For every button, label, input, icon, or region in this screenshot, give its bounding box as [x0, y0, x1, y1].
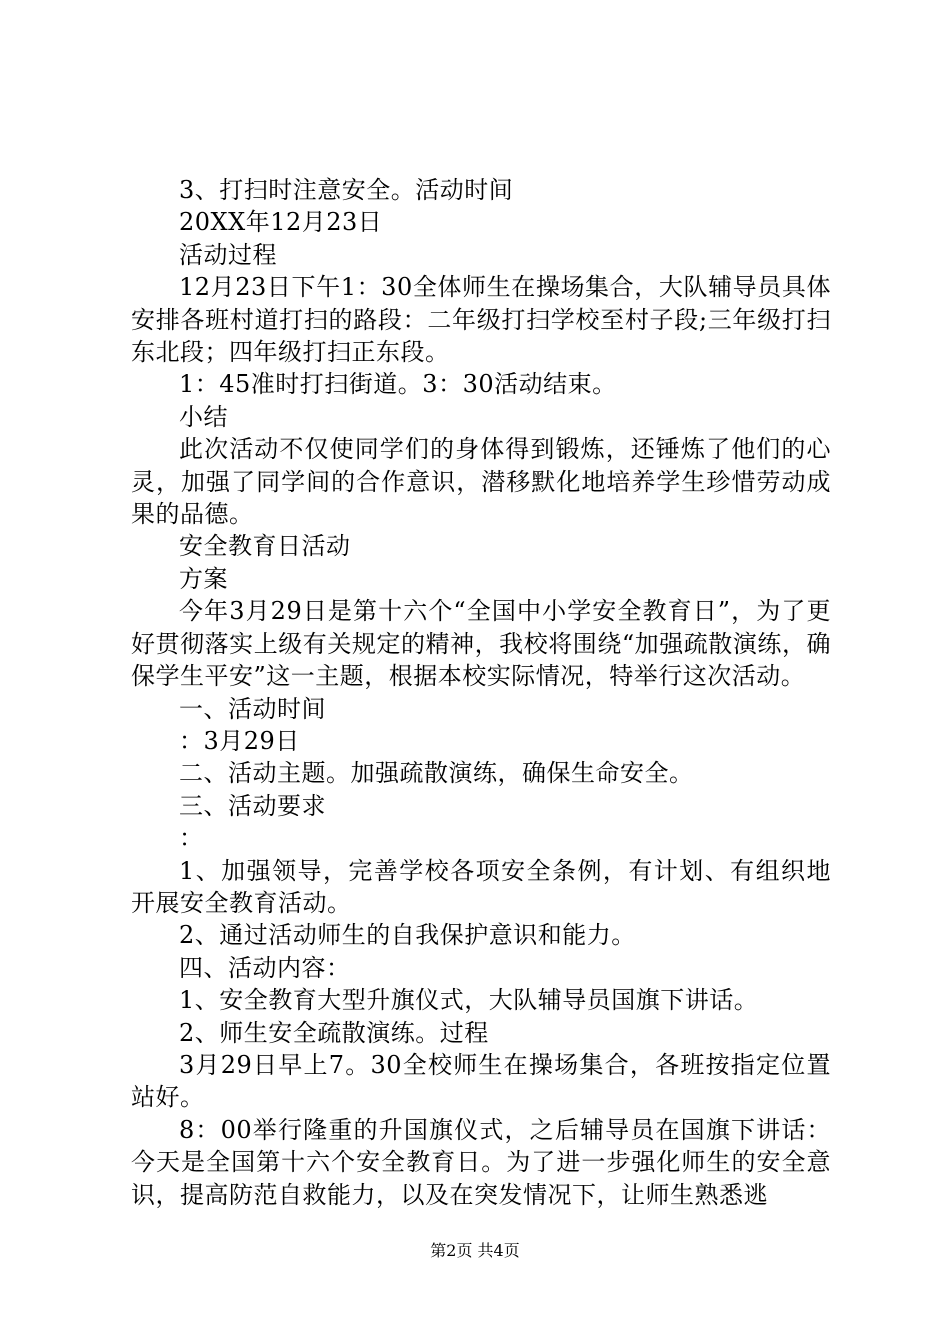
paragraph: 方案	[179, 564, 228, 593]
paragraph: 3月29日早上7。30全校师生在操场集合，各班按指定位置站好。	[131, 1050, 831, 1112]
paragraph: 3、打扫时注意安全。活动时间	[179, 176, 514, 204]
paragraph: 2、通过活动师生的自我保护意识和能力。	[179, 921, 636, 950]
paragraph: ：3月29日	[179, 726, 300, 755]
page-footer	[0, 1241, 950, 1261]
paragraph: 四、活动内容：	[179, 953, 351, 982]
paragraph: 此次活动不仅使同学们的身体得到锻炼，还锤炼了他们的心灵，加强了同学间的合作意识，潜移默化地培养学生珍惜劳动成果的品德。	[131, 435, 831, 529]
paragraph: ：	[179, 824, 204, 853]
document-body	[131, 174, 831, 1211]
page-number-label: 第2页 共4页	[430, 1241, 520, 1260]
paragraph: 今年3月29日是第十六个“全国中小学安全教育日”，为了更好贯彻落实上级有关规定的精神，我校将围绕“加强疏散演练，确保学生平安”这一主题，根据本校实际情况，特举行这次活动。	[131, 597, 831, 691]
paragraph: 小结	[179, 402, 228, 431]
paragraph: 安全教育日活动	[179, 532, 351, 561]
paragraph: 2、师生安全疏散演练。过程	[179, 1018, 489, 1047]
paragraph: 三、活动要求	[179, 791, 326, 820]
paragraph: 活动过程	[179, 240, 277, 269]
paragraph: 20XX年12月23日	[179, 208, 383, 237]
paragraph: 8：00举行隆重的升国旗仪式，之后辅导员在国旗下讲话：今天是全国第十六个安全教育日。为了进一步强化师生的安全意识，提高防范自救能力，以及在突发情况下，让师生熟悉逃	[131, 1115, 831, 1209]
paragraph: 1：45准时打扫街道。3：30活动结束。	[179, 370, 617, 399]
paragraph: 二、活动主题。加强疏散演练，确保生命安全。	[179, 759, 694, 788]
paragraph: 1、加强领导，完善学校各项安全条例，有计划、有组织地开展安全教育活动。	[131, 856, 831, 917]
paragraph: 12月23日下午1：30全体师生在操场集合，大队辅导员具体安排各班村道打扫的路段：二年级打扫学校至村子段;三年级打扫东北段；四年级打扫正东段。	[131, 273, 831, 367]
paragraph: 一、活动时间	[179, 694, 326, 723]
paragraph: 1、安全教育大型升旗仪式，大队辅导员国旗下讲话。	[179, 986, 759, 1015]
